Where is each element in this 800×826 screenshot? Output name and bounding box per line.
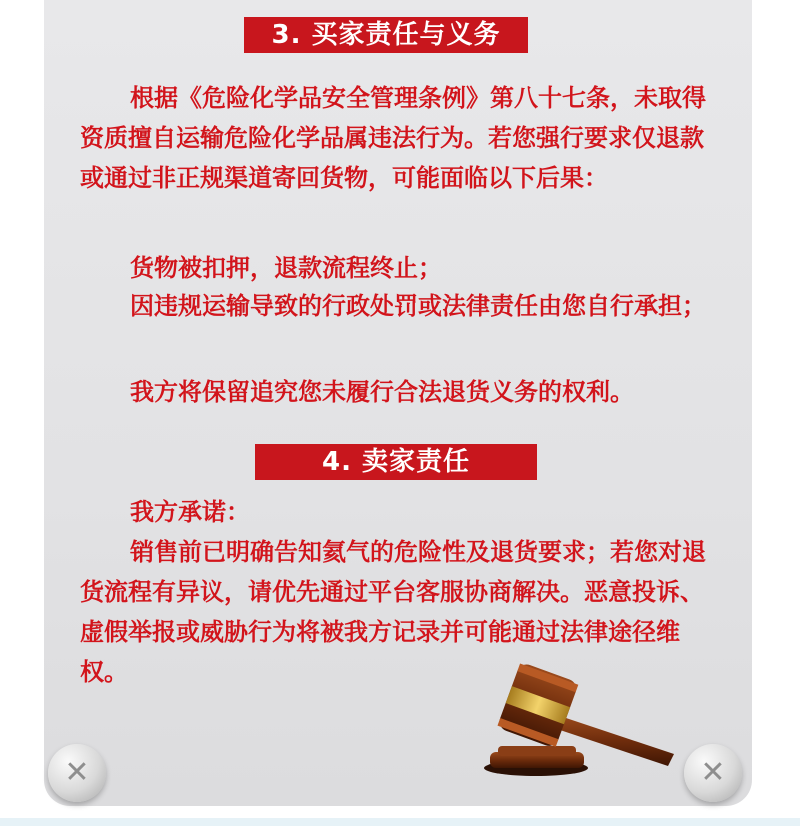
section-3-paragraph-3: 因违规运输导致的行政处罚或法律责任由您自行承担；	[130, 292, 706, 320]
close-button-left[interactable]	[48, 744, 106, 802]
section-4-paragraph-2: 销售前已明确告知氦气的危险性及退货要求；若您对退货流程有异议，请优先通过平台客服协商解决。恶意投诉、虚假举报或威胁行为将被我方记录并可能通过法律途径维权。	[80, 538, 706, 686]
close-icon: ✕	[64, 755, 90, 790]
gavel-icon	[478, 662, 688, 778]
section-4-paragraph-1: 我方承诺：	[130, 498, 250, 526]
section-4-heading: 4. 卖家责任	[255, 444, 537, 480]
bottom-strip	[0, 818, 800, 826]
close-icon: ✕	[700, 755, 726, 790]
section-3-paragraph-4: 我方将保留追究您未履行合法退货义务的权利。	[130, 378, 634, 406]
section-3-paragraph-2: 货物被扣押，退款流程终止；	[130, 254, 442, 282]
section-3-paragraph-1: 根据《危险化学品安全管理条例》第八十七条，未取得资质擅自运输危险化学品属违法行为。若您强行要求仅退款或通过非正规渠道寄回货物，可能面临以下后果：	[80, 84, 706, 192]
section-3-heading: 3. 买家责任与义务	[244, 17, 528, 53]
close-button-right[interactable]	[684, 744, 742, 802]
